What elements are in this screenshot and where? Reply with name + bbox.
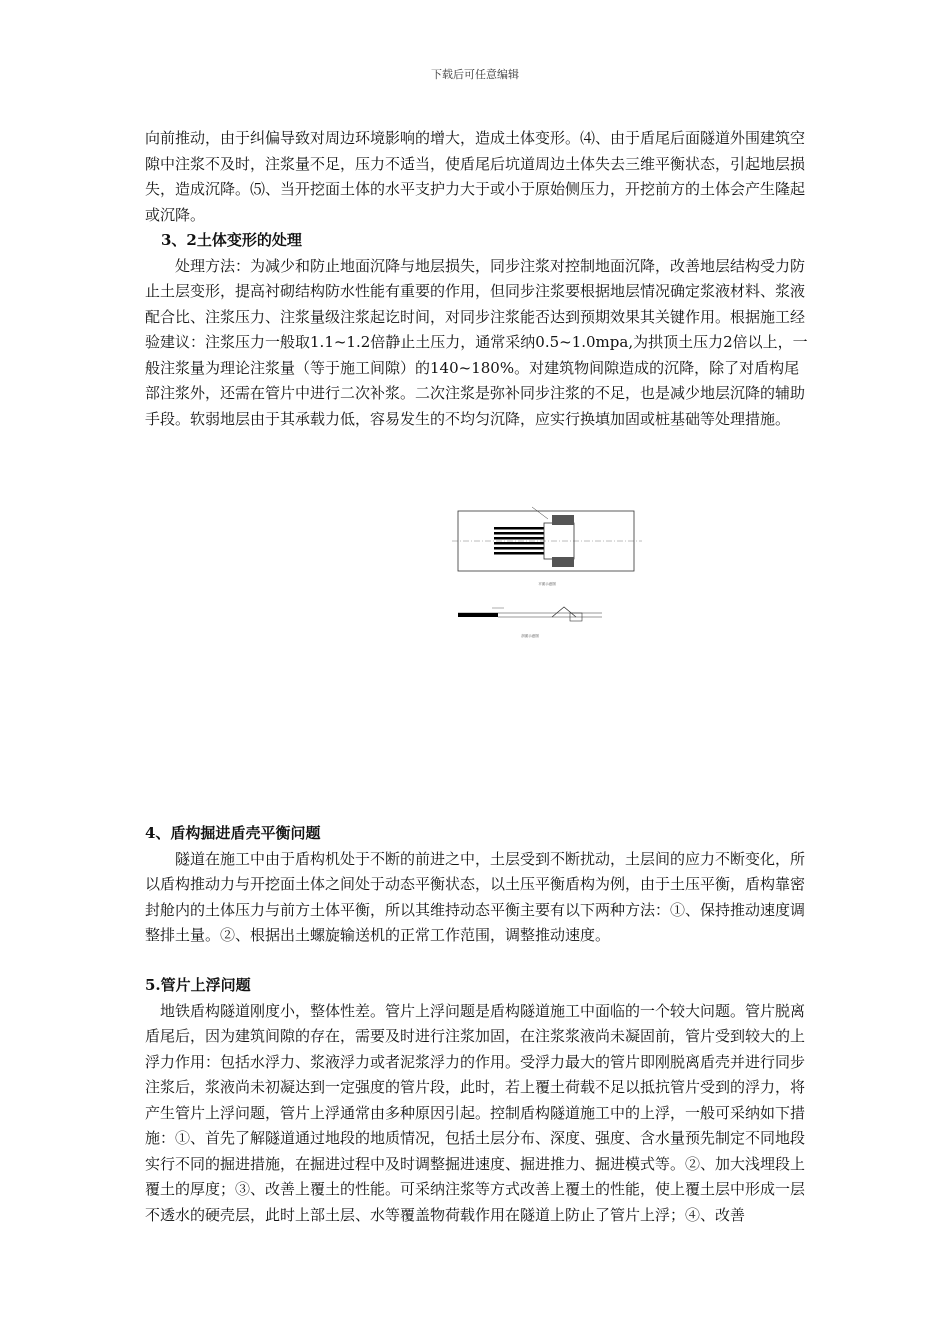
floating-paragraph: 地铁盾构隧道刚度小，整体性差。管片上浮问题是盾构隧道施工中面临的一个较大问题。管片脱离盾尾后，因为建筑间隙的存在，需要及时进行注浆加固，在注浆浆液尚未凝固前，管片受到较大的上浮力作用：包括水浮力、浆液浮力或者泥浆浮力的作用。受浮力最大的管片即刚脱离盾壳并进行同步注浆后，浆液尚未初凝达到一定强度的管片段，此时，若上覆土荷载不足以抵抗管片受到的浮力，将产生管片上浮问题，管片上浮通常由多种原因引起。控制盾构隧道施工中的上浮，一般可采纳如下措施：①、首先了解隧道通过地段的地质情况，包括土层分布、深度、强度、含水量预先制定不同地段实行不同的掘进措施，在掘进过程中及时调整掘进速度、掘进推力、掘进模式等。②、加大浅埋段上覆土的厚度；③、改善上覆土的性能。可采纳注浆等方式改善上覆土的性能，使上覆土层中形成一层不透水的硬壳层，此时上部土层、水等覆盖物荷载作用在隧道上防止了管片上浮；④、改善 <box>145 1001 806 1224</box>
plan-view <box>452 507 642 586</box>
heading-3-2: 3、2土体变形的处理 <box>161 231 302 249</box>
upper-hatch <box>552 515 574 525</box>
section-ramp <box>552 607 576 617</box>
section-view <box>458 607 602 638</box>
leader-line <box>532 507 548 519</box>
page-header: 下载后可任意编辑 <box>431 68 519 81</box>
section-slab <box>458 613 498 617</box>
balance-paragraph: 隧道在施工中由于盾构机处于不断的前进之中，土层受到不断扰动，土层间的应力不断变化，所以盾构推动力与开挖面土体之间处于动态平衡状态，以土压平衡盾构为例，由于土压平衡，盾构靠密封舱内的土体压力与前方土体平衡，所以其维持动态平衡主要有以下两种方法：①、保持推动速度调整排土量。②、根据出土螺旋输送机的正常工作范围，调整推动速度。 <box>145 849 806 944</box>
segment-stack <box>494 527 544 555</box>
section-soil-deformation <box>145 126 810 432</box>
section-shield-balance <box>145 821 810 949</box>
shield-tunnel-diagram <box>452 505 642 655</box>
heading-4: 4、盾构掘进盾壳平衡问题 <box>145 824 321 842</box>
section-segment-floating <box>145 973 810 1228</box>
continuation-paragraph: 向前推动，由于纠偏导致对周边环境影响的增大，造成土体变形。⑷、由于盾尾后面隧道外围建筑空隙中注浆不及时，注浆量不足，压力不适当，使盾尾后坑道周边土体失去三维平衡状态，引起地层损失，造成沉降。⑸、当开挖面土体的水平支护力大于或小于原始侧压力，开挖前方的土体会产生隆起或沉降。 <box>145 129 806 224</box>
section-caption: 剖面示意图 <box>521 634 539 638</box>
plan-caption: 平面示意图 <box>538 582 556 586</box>
lower-hatch <box>552 557 574 567</box>
heading-5: 5.管片上浮问题 <box>145 976 251 994</box>
treatment-paragraph: 处理方法：为减少和防止地面沉降与地层损失，同步注浆对控制地面沉降，改善地层结构受力防止土层变形，提高衬砌结构防水性能有重要的作用，但同步注浆要根据地层情况确定浆液材料、浆液配合比、注浆压力、注浆量级注浆起讫时间，对同步注浆能否达到预期效果其关键作用。根据施工经验建议：注浆压力一般取1.1~1.2倍静止土压力，通常采纳0.5~1.0mpa,为拱顶土压力2倍以上，一般注浆量为理论注浆量（等于施工间隙）的140~180%。对建筑物间隙造成的沉降，除了对盾构尾部注浆外，还需在管片中进行二次补浆。二次注浆是弥补同步注浆的不足，也是减少地层沉降的辅助手段。软弱地层由于其承载力低，容易发生的不均匀沉降，应实行换填加固或桩基础等处理措施。 <box>145 256 808 428</box>
